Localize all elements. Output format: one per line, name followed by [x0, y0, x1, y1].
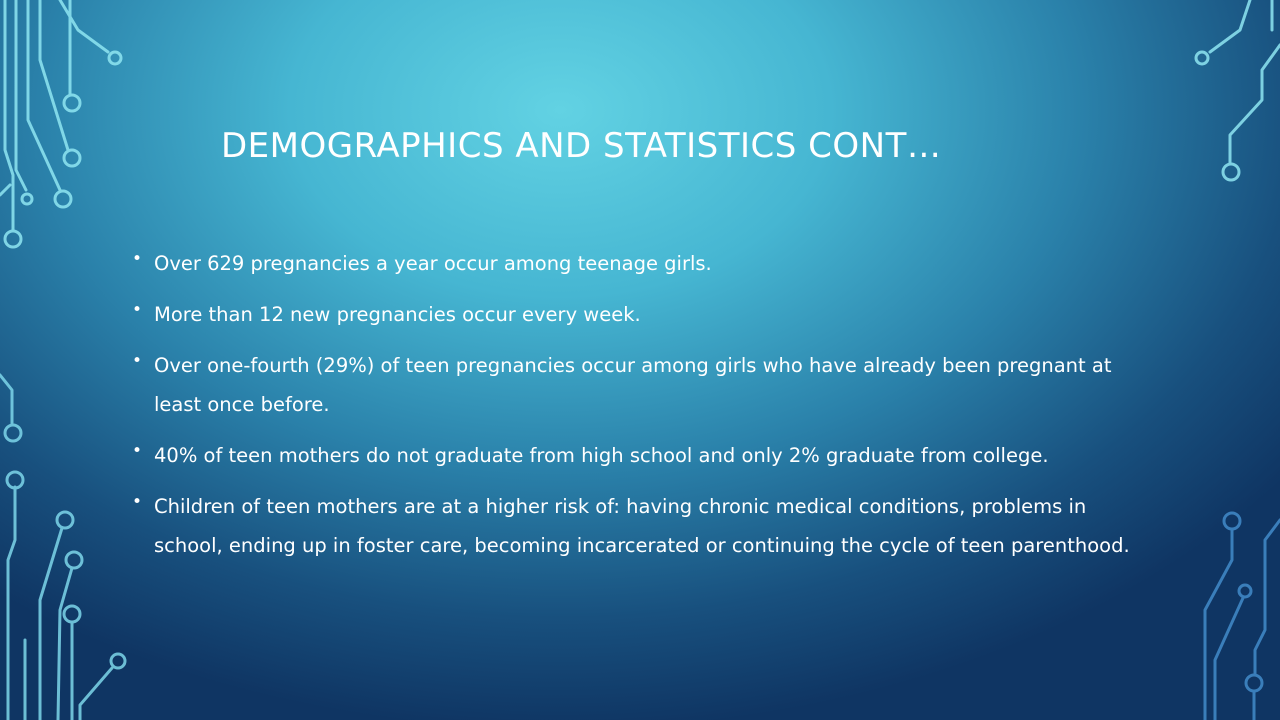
bullet-marker: • — [132, 492, 143, 512]
bullet-marker: • — [132, 300, 143, 320]
bullet-item — [130, 346, 1150, 424]
bullet-text: Over 629 pregnancies a year occur among teenage girls. — [154, 252, 712, 275]
bullet-item — [130, 487, 1150, 565]
bullet-text: Children of teen mothers are at a higher risk of: having chronic medical conditions, problems in school, ending up in foster care, becoming incarcerated or continuing the cycle of teen parenthood. — [154, 495, 1130, 557]
bullet-item — [130, 244, 1150, 283]
bullet-text: Over one-fourth (29%) of teen pregnancies occur among girls who have already been pregnant at least once before. — [154, 354, 1112, 416]
circuit-bottom-right — [1205, 513, 1280, 720]
bullet-marker: • — [132, 249, 143, 269]
circuit-top-right — [1196, 0, 1280, 180]
circuit-top-left — [0, 0, 121, 247]
bullet-text: 40% of teen mothers do not graduate from high school and only 2% graduate from college. — [154, 444, 1049, 467]
slide-title: DEMOGRAPHICS AND STATISTICS CONT… — [221, 126, 942, 166]
bullet-marker: • — [132, 351, 143, 371]
bullet-marker: • — [132, 441, 143, 461]
circuit-bottom-left — [0, 375, 125, 720]
bullet-item — [130, 295, 1150, 334]
bullet-item — [130, 436, 1150, 475]
bullet-text: More than 12 new pregnancies occur every week. — [154, 303, 641, 326]
bullet-list — [130, 244, 1150, 577]
